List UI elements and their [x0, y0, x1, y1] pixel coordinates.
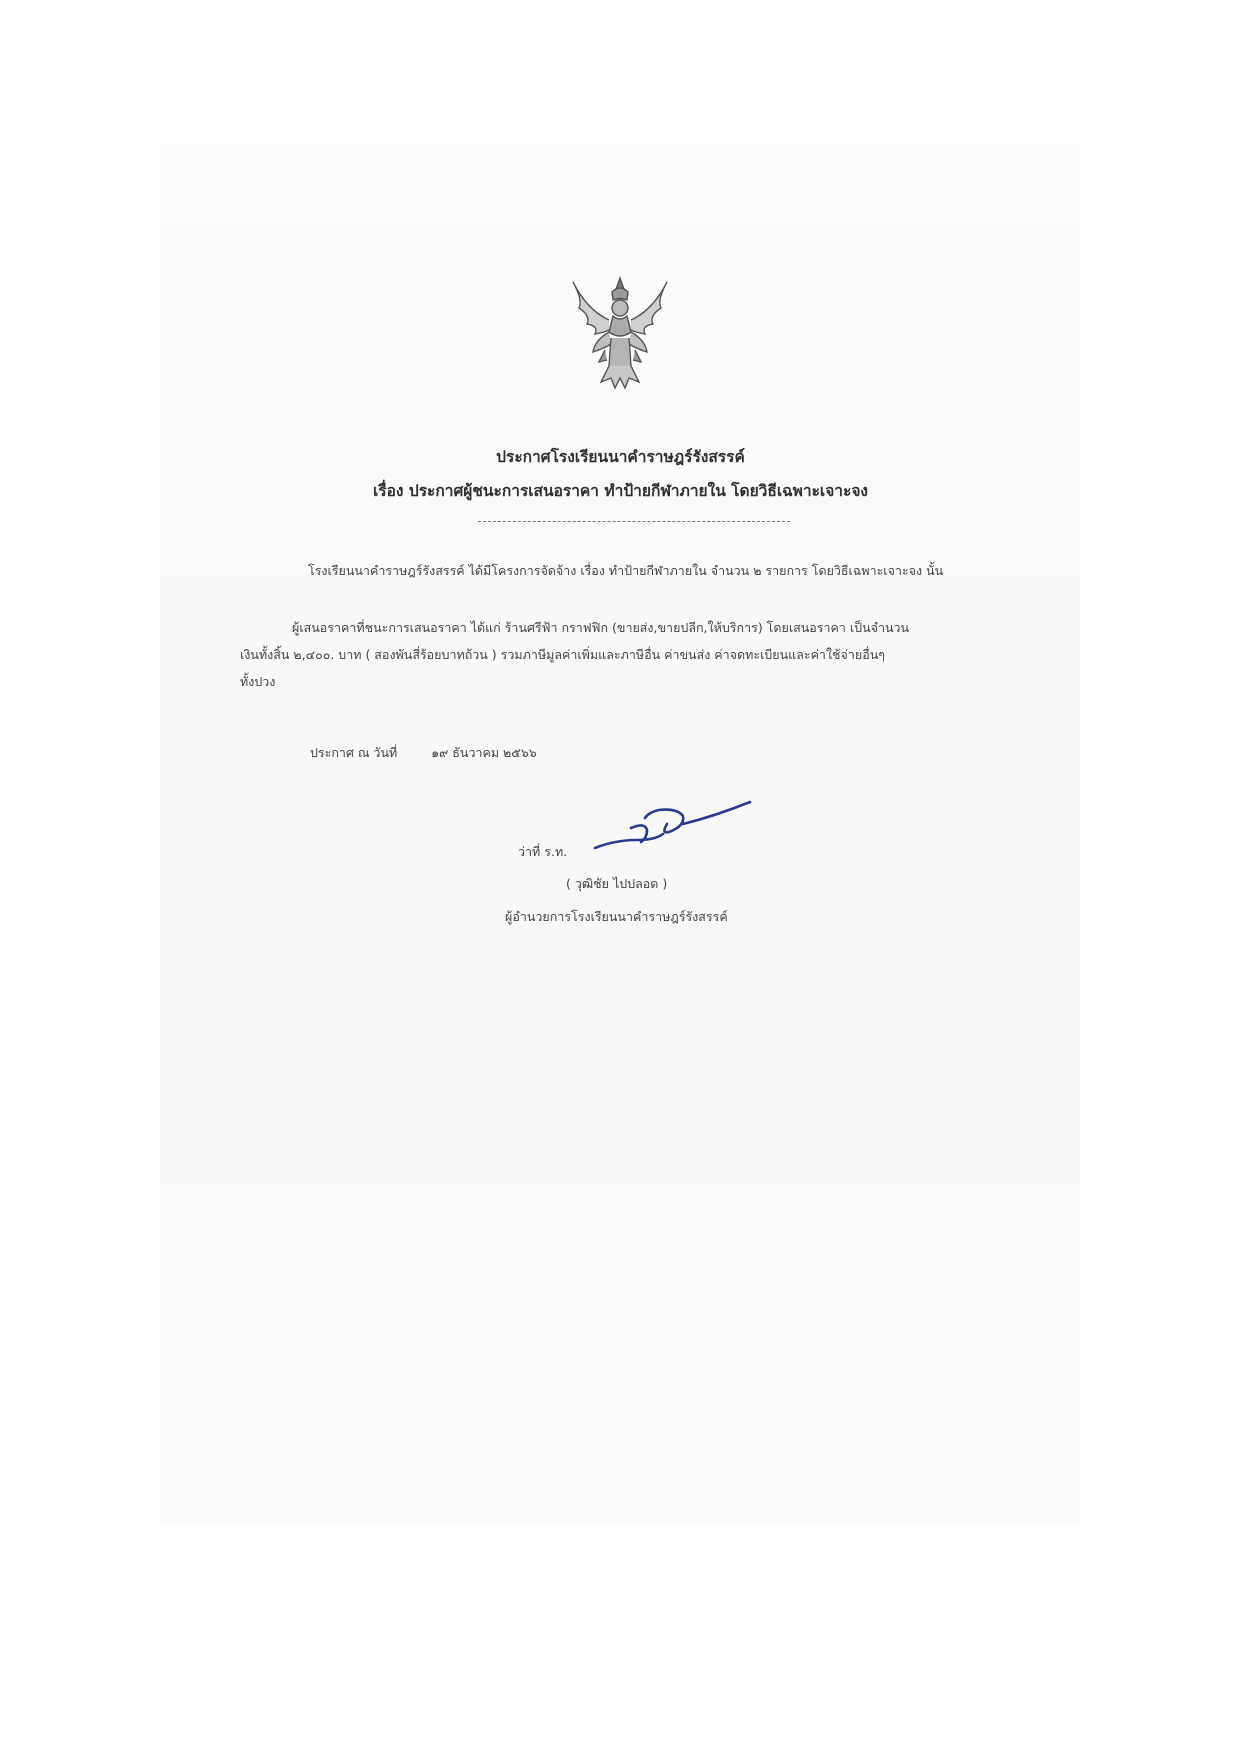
garuda-emblem-icon: [565, 270, 675, 400]
document-subject: เรื่อง ประกาศผู้ชนะการเสนอราคา ทำป้ายกีฬาภายใน โดยวิธีเฉพาะเจาะจง: [372, 482, 868, 500]
title-divider: [478, 521, 790, 522]
body-paragraph-2-line-1: ผู้เสนอราคาที่ชนะการเสนอราคา ได้แก่ ร้านศรีฟ้า กราฟฟิก (ขายส่ง,ขายปลีก,ให้บริการ) โดยเสนอราคา เป็นจำนวน: [292, 620, 910, 635]
body-paragraph-1: โรงเรียนนาคำราษฎร์รังสรรค์ ได้มีโครงการจัดจ้าง เรื่อง ทำป้ายกีฬาภายใน จำนวน ๒ รายการ โดยวิธีเฉพาะเจาะจง นั้น: [308, 563, 944, 578]
body-paragraph-2-line-2: เงินทั้งสิ้น ๒,๔๐๐. บาท ( สองพันสี่ร้อยบาทถ้วน ) รวมภาษีมูลค่าเพิ่มและภาษีอื่น ค่าขนส่ง ค่าจดทะเบียนและค่าใช้จ่ายอื่นๆ: [240, 647, 885, 662]
signer-rank-prefix: ว่าที่ ร.ท.: [518, 844, 568, 859]
document-title: ประกาศโรงเรียนนาคำราษฎร์รังสรรค์: [496, 448, 745, 466]
signer-name: ( วุฒิชัย ไปปลอด ): [566, 876, 668, 891]
body-paragraph-2-line-3: ทั้งปวง: [240, 674, 276, 689]
signer-position: ผู้อำนวยการโรงเรียนนาคำราษฎร์รังสรรค์: [505, 909, 728, 924]
date-value: ๑๙ ธันวาคม ๒๕๖๖: [431, 745, 537, 760]
announcement-date-line: [310, 743, 537, 763]
date-label: ประกาศ ณ วันที่: [310, 745, 398, 760]
handwritten-signature: [585, 790, 760, 860]
